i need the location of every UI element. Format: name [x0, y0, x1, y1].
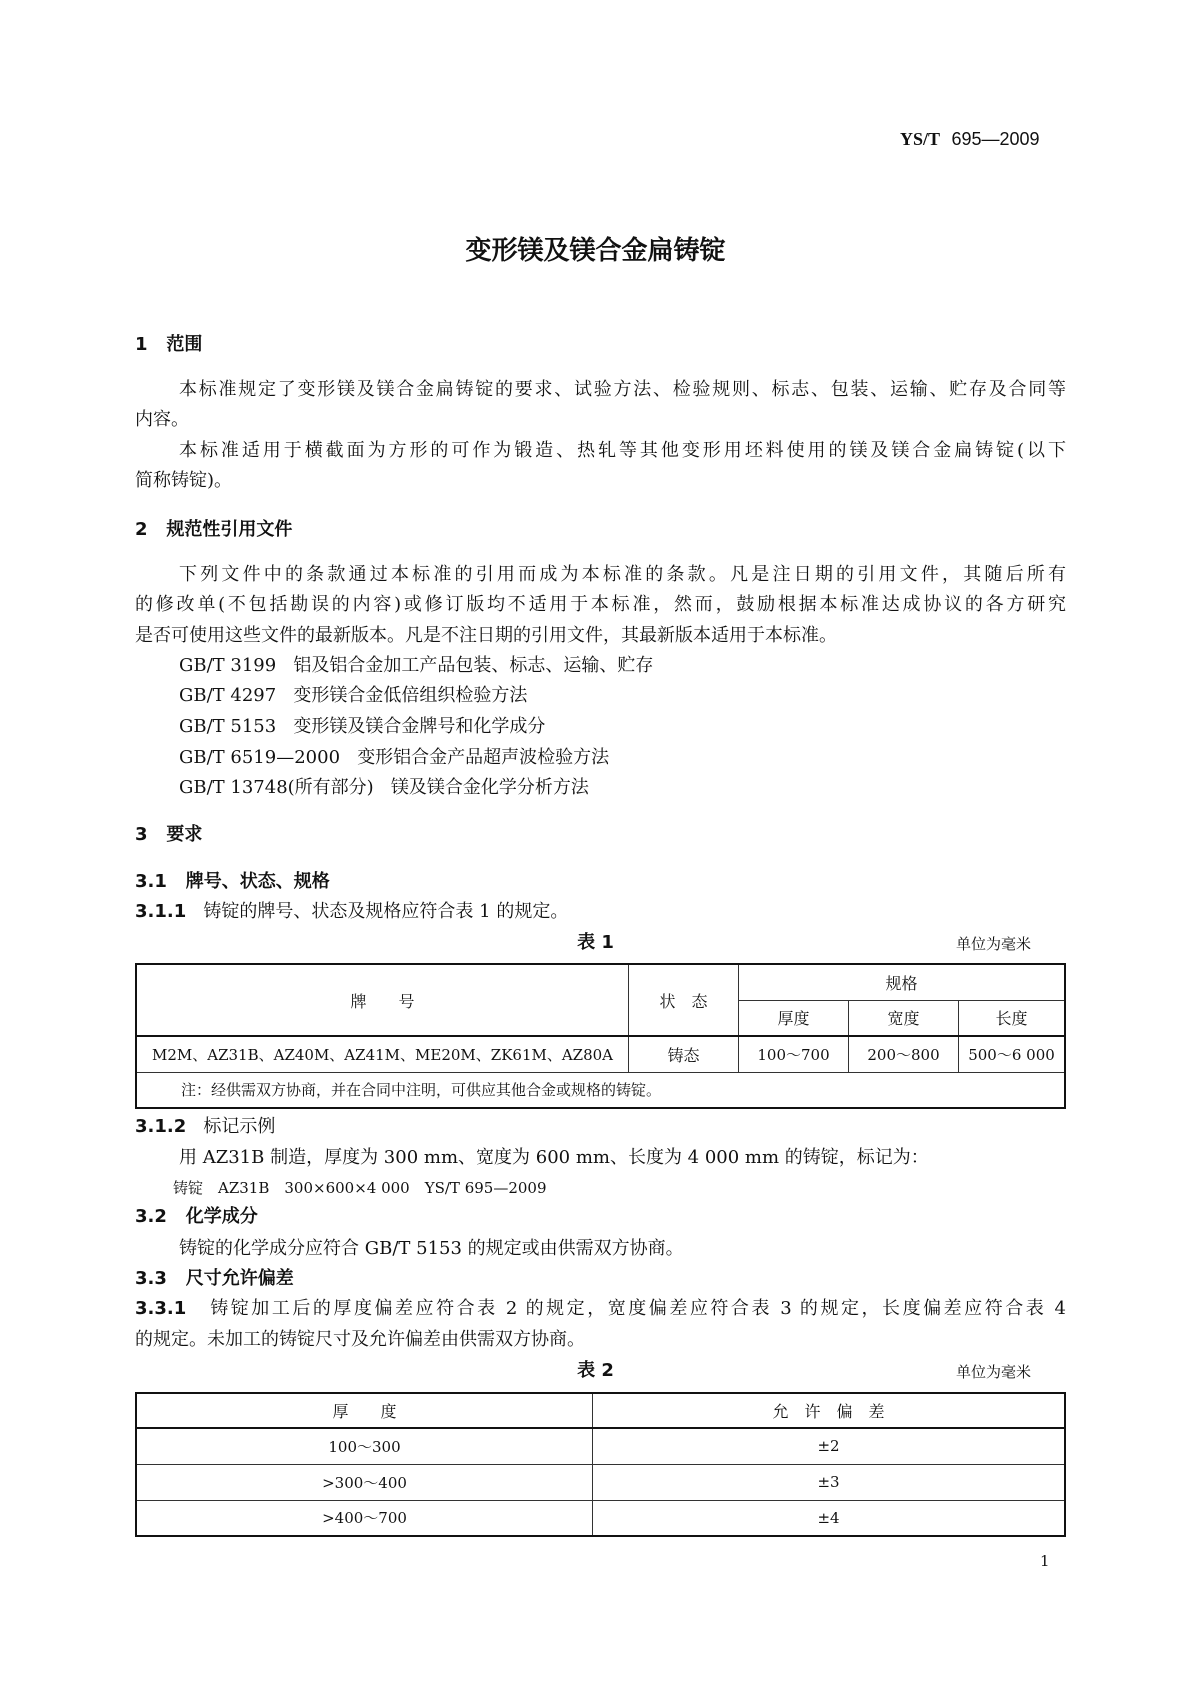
section-3-1-1: 3.1.1 铸锭的牌号、状态及规格应符合表 1 的规定。 — [135, 901, 569, 922]
table-row — [136, 1428, 1065, 1464]
section-3-1-2-heading: 3.1.2 标记示例 — [135, 1116, 276, 1137]
table-row — [136, 1464, 1065, 1500]
standard-code — [900, 128, 1040, 151]
cell-length: 500～6 000 — [959, 1036, 1066, 1072]
table-2 — [135, 1392, 1066, 1537]
reference-item: GB/T 13748(所有部分) 镁及镁合金化学分析方法 — [179, 777, 589, 798]
cell-grades: M2M、AZ31B、AZ40M、AZ41M、ME20M、ZK61M、AZ80A — [136, 1036, 629, 1072]
section-3-3-heading: 3.3 尺寸允许偏差 — [135, 1268, 294, 1289]
s2-para-line3: 是否可使用这些文件的最新版本。凡是不注日期的引用文件，其最新版本适用于本标准。 — [135, 625, 837, 646]
reference-item: GB/T 4297 变形镁合金低倍组织检验方法 — [179, 685, 528, 706]
cell-width: 200～800 — [849, 1036, 959, 1072]
header-thickness: 厚度 — [739, 1000, 849, 1036]
cell-tolerance: ±3 — [593, 1464, 1066, 1500]
cell-tolerance: ±2 — [593, 1428, 1066, 1464]
section-3-3-1-line2: 的规定。未加工的铸锭尺寸及允许偏差由供需双方协商。 — [135, 1329, 585, 1350]
table-2-unit: 单位为毫米 — [956, 1363, 1032, 1381]
header-state: 状 态 — [629, 964, 739, 1036]
page-number: 1 — [1040, 1552, 1050, 1570]
table-1 — [135, 963, 1066, 1109]
cell-thickness: >300～400 — [136, 1464, 593, 1500]
section-1-heading: 1 范围 — [135, 334, 203, 355]
s2-para-line1: 下列文件中的条款通过本标准的引用而成为本标准的条款。凡是注日期的引用文件，其随后所有 — [179, 564, 1066, 585]
cell-thickness: 100～300 — [136, 1428, 593, 1464]
cell-thickness: >400～700 — [136, 1500, 593, 1536]
marking-text: 用 AZ31B 制造，厚度为 300 mm、宽度为 600 mm、长度为 4 000 mm 的铸锭，标记为： — [179, 1147, 929, 1168]
s1-para1-line2: 内容。 — [135, 409, 189, 430]
reference-item: GB/T 3199 铝及铝合金加工产品包装、标志、运输、贮存 — [179, 655, 654, 676]
reference-item: GB/T 6519—2000 变形铝合金产品超声波检验方法 — [179, 747, 610, 768]
s1-para1-line1: 本标准规定了变形镁及镁合金扁铸锭的要求、试验方法、检验规则、标志、包装、运输、贮存及合同等 — [179, 379, 1066, 400]
code-number: 695—2009 — [951, 129, 1040, 149]
table-2-caption: 表 2 — [577, 1360, 614, 1381]
header-grade: 牌 号 — [136, 964, 629, 1036]
section-3-3-1-line1: 3.3.1 铸锭加工后的厚度偏差应符合表 2 的规定，宽度偏差应符合表 3 的规定，长度偏差应符合表 4 — [135, 1298, 1066, 1319]
s1-para2-line2: 简称铸锭)。 — [135, 470, 233, 491]
table-1-caption: 表 1 — [577, 932, 614, 953]
s2-para-line2: 的修改单(不包括勘误的内容)或修订版均不适用于本标准，然而，鼓励根据本标准达成协议的各方研究 — [135, 594, 1066, 615]
section-3-1-heading: 3.1 牌号、状态、规格 — [135, 871, 330, 892]
header-width: 宽度 — [849, 1000, 959, 1036]
reference-item: GB/T 5153 变形镁及镁合金牌号和化学成分 — [179, 716, 546, 737]
s1-para2-line1: 本标准适用于横截面为方形的可作为锻造、热轧等其他变形用坯料使用的镁及镁合金扁铸锭(以下 — [179, 440, 1066, 461]
page-title: 变形镁及镁合金扁铸锭 — [465, 236, 726, 266]
header-tolerance: 允 许 偏 差 — [593, 1393, 1066, 1428]
header-thickness: 厚 度 — [136, 1393, 593, 1428]
header-length: 长度 — [959, 1000, 1066, 1036]
section-3-2-text: 铸锭的化学成分应符合 GB/T 5153 的规定或由供需双方协商。 — [179, 1238, 684, 1259]
cell-tolerance: ±4 — [593, 1500, 1066, 1536]
table-1-unit: 单位为毫米 — [956, 935, 1032, 953]
table-1-note: 注：经供需双方协商，并在合同中注明，可供应其他合金或规格的铸锭。 — [136, 1072, 1065, 1108]
section-3-heading: 3 要求 — [135, 824, 203, 845]
cell-state: 铸态 — [629, 1036, 739, 1072]
section-2-heading: 2 规范性引用文件 — [135, 519, 293, 540]
table-row — [136, 1500, 1065, 1536]
code-prefix: YS/T — [900, 129, 941, 149]
section-3-2-heading: 3.2 化学成分 — [135, 1206, 258, 1227]
marking-example: 铸锭 AZ31B 300×600×4 000 YS/T 695—2009 — [173, 1179, 547, 1197]
cell-thickness: 100～700 — [739, 1036, 849, 1072]
header-spec: 规格 — [739, 964, 1066, 1000]
